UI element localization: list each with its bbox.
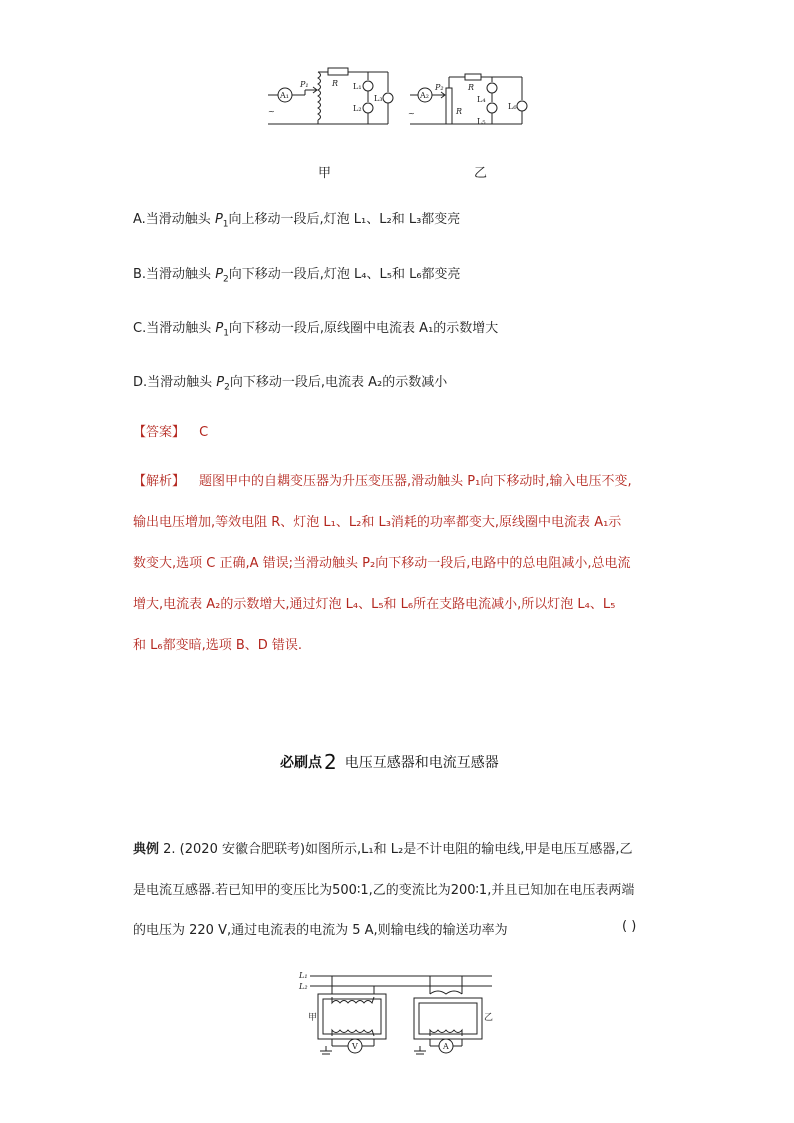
section-title [280,750,499,774]
transformer-figure-2 [296,966,500,1058]
example-line-1: 典例 2. (2020 安徽合肥联考)如图所示,L₁和 L₂是不计电阻的输电线,甲是电压互感器,乙 [133,842,633,857]
label-yi: 乙 [484,1013,494,1023]
analysis [133,461,673,666]
figure-caption-yi: 乙 [474,166,488,181]
label-a1: A₁ [280,91,289,100]
answer-value: C [199,425,209,440]
answer-label: 【答案】 [133,425,186,440]
label-a2: A₂ [420,91,429,100]
option-c: C.当滑动触头 $P_1$向下移动一段后,原线圈中电流表 A₁的示数增大 [133,321,499,339]
analysis-line-5: 和 L₆都变暗,选项 B、D 错误. [133,638,303,653]
section-number: 2 [324,750,337,774]
label-l3: L₃ [374,94,383,103]
label-r1: R [332,79,339,88]
label-l1: L₁ [353,82,362,91]
label-line-l2: L₂ [299,982,308,991]
label-r2b: R [456,107,463,116]
label-l5: L₅ [477,117,486,126]
label-jia: 甲 [308,1013,318,1023]
option-d: D.当滑动触头 $P_2$向下移动一段后,电流表 A₂的示数减小 [133,375,448,393]
analysis-label: 【解析】 [133,474,186,489]
label-l4: L₄ [477,95,486,104]
section-heading: 电压互感器和电流互感器 [344,755,499,771]
label-line-l1: L₁ [299,971,308,980]
label-ac1: ~ [268,107,275,116]
analysis-line-4: 增大,电流表 A₂的示数增大,通过灯泡 L₄、L₅和 L₆所在支路电流减小,所以灯泡 L₄、L₅ [133,597,616,612]
example-line-2: 是电流互感器.若已知甲的变压比为500∶1,乙的变流比为200∶1,并且已知加在电压表两端 [133,883,635,898]
answer [133,421,208,440]
circuit-figure-1 [260,62,540,132]
option-b: B.当滑动触头 $P_2$向下移动一段后,灯泡 L₄、L₅和 L₆都变亮 [133,267,461,285]
label-l6: L₆ [508,102,517,111]
voltmeter-symbol: V [352,1042,358,1051]
figure-caption-jia: 甲 [318,166,332,181]
label-p1: P₁ [300,80,309,89]
label-r2a: R [468,83,475,92]
label-p2: P₂ [435,83,444,92]
answer-blank: ( ) [622,919,637,934]
analysis-line-3: 数变大,选项 C 正确,A 错误;当滑动触头 P₂向下移动一段后,电路中的总电阻减小,总电流 [133,556,631,571]
example-line-3: 的电压为 220 V,通过电流表的电流为 5 A,则输电线的输送功率为 [133,923,508,938]
label-l2: L₂ [353,104,362,113]
analysis-line-1: 【解析】 题图甲中的自耦变压器为升压变压器,滑动触头 P₁向下移动时,输入电压不变, [133,474,632,489]
analysis-line-2: 输出电压增加,等效电阻 R、灯泡 L₁、L₂和 L₃消耗的功率都变大,原线圈中电流表 A₁示 [133,515,622,530]
example-label: 典例 [133,842,160,857]
label-ac2: ~ [408,109,415,118]
ammeter-symbol: A [443,1042,449,1051]
option-a: A.当滑动触头 $P_1$向上移动一段后,灯泡 L₁、L₂和 L₃都变亮 [133,212,461,230]
section-prefix: 必刷点 [280,755,322,771]
